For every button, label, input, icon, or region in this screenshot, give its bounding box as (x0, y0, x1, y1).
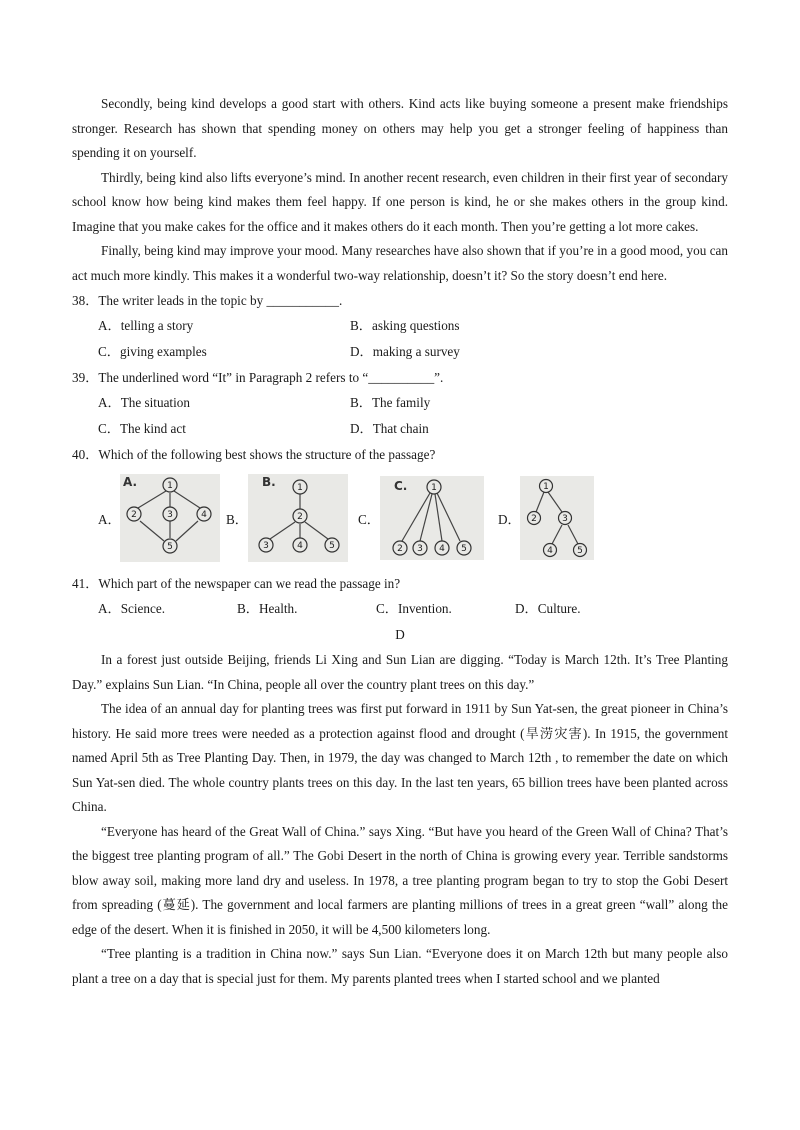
diagram-d-node-3: 3 (562, 514, 568, 524)
paragraph-d-2: The idea of an annual day for planting trees was first put forward in 1911 by Sun Yat-sen, the great pioneer in China’s history. He said more trees were needed as a protection against flood and drought (旱涝灾害). In 1915, the government named April 5th as Tree Planting Day. Then, in 1979, the day was changed to March 12th , to remember the date on which Sun Yat-sen died. The whole country plants trees on this day. In the last ten years, 65 billion trees have been planted across China. (72, 701, 728, 814)
q40-option-b-label: B． (226, 511, 248, 527)
q40-option-a-label: A． (98, 511, 121, 527)
diagram-b-node-4: 4 (297, 541, 303, 551)
question-41-options (72, 596, 728, 622)
diagram-a-node-4: 4 (201, 510, 207, 520)
question-40-stem: 40．Which of the following best shows the structure of the passage? (72, 447, 436, 462)
paragraph-d-4: “Tree planting is a tradition in China now.” says Sun Lian. “Everyone does it on March 12th but many people also plant a tree on a day that is special just for them. My parents planted trees when I started school and we planted (72, 946, 728, 986)
question-40-diagrams (98, 471, 728, 565)
q38-option-b[interactable]: B．asking questions (350, 318, 460, 333)
diagram-a-node-2: 2 (131, 510, 137, 520)
diagram-b-tag: B. (262, 475, 276, 489)
diagram-b-node-3: 3 (263, 541, 269, 551)
question-41-stem: 41．Which part of the newspaper can we read the passage in? (72, 576, 401, 591)
q40-option-d-label: D． (498, 511, 521, 527)
diagram-a-node-1: 1 (167, 481, 173, 491)
q40-option-a[interactable] (98, 474, 220, 562)
diagram-c-node-5: 5 (461, 544, 467, 554)
q41-option-d[interactable]: D．Culture. (515, 601, 581, 616)
q38-option-d[interactable]: D．making a survey (350, 344, 460, 359)
q40-option-c[interactable] (358, 476, 484, 560)
diagram-c-tag: C. (394, 479, 408, 493)
structure-diagram-b (248, 474, 348, 562)
diagram-c-node-2: 2 (397, 544, 403, 554)
diagram-a-node-3: 3 (167, 510, 173, 520)
q39-option-d[interactable]: D．That chain (350, 421, 429, 436)
structure-diagram-a (120, 474, 220, 562)
diagram-d-node-2: 2 (531, 514, 537, 524)
diagram-b-node-1: 1 (297, 483, 303, 493)
question-39-stem: 39．The underlined word “It” in Paragraph 2 refers to “__________”. (72, 370, 444, 385)
q39-option-b[interactable]: B．The family (350, 395, 431, 410)
paragraph-d-3: “Everyone has heard of the Great Wall of China.” says Xing. “But have you heard of the Green Wall of China? That’s the biggest tree planting program of all.” The Gobi Desert in the north of China is growing every year. Terrible sandstorms blow away soil, making more land dry and useless. In 1978, a tree planting program began to try to stop the Gobi Desert from spreading (蔓延). The government and local farmers are planting millions of trees in a great green “wall” along the edge of the desert. When it is finished in 2050, it will be 4,500 kilometers long. (72, 823, 728, 937)
diagram-b-node-5: 5 (329, 541, 335, 551)
q38-option-c[interactable]: C．giving examples (98, 344, 207, 359)
diagram-c-node-4: 4 (439, 544, 445, 554)
paragraph-thirdly: Thirdly, being kind also lifts everyone’s mind. In another recent research, even children in their first year of secondary school know how being kind makes them feel happy. If one person is kind, he or she makes others in the group kind. Imagine that you make cakes for the office and it makes others do it each month. Then you’re getting a lot more cakes. (72, 169, 728, 234)
question-39-options-row1 (72, 390, 728, 416)
document-page (72, 92, 728, 991)
q39-option-c[interactable]: C．The kind act (98, 421, 186, 436)
q39-option-a[interactable]: A．The situation (98, 395, 190, 410)
question-38-stem: 38．The writer leads in the topic by ___________. (72, 293, 343, 308)
structure-diagram-c (380, 476, 484, 560)
q40-option-b[interactable] (226, 474, 348, 562)
diagram-d-node-1: 1 (543, 482, 549, 492)
paragraph-secondly: Secondly, being kind develops a good start with others. Kind acts like buying someone a present make friendships stronger. Research has shown that spending money on others may help you get a stronger feeling of happiness than spending it on yourself. (72, 96, 728, 160)
question-39-options-row2 (72, 416, 728, 442)
structure-diagram-d (520, 476, 594, 560)
paragraph-finally: Finally, being kind may improve your mood. Many researches have also shown that if you’re in a good mood, you can act much more kindly. This makes it a wonderful two-way relationship, doesn’t it? So the story doesn’t end here. (72, 243, 728, 283)
question-38-options-row2 (72, 339, 728, 365)
q38-option-a[interactable]: A．telling a story (98, 318, 194, 333)
paragraph-d-1: In a forest just outside Beijing, friends Li Xing and Sun Lian are digging. “Today is March 12th. It’s Tree Planting Day.” explains Sun Lian. “In China, people all over the country plant trees on this day.” (72, 652, 728, 692)
section-heading-d: D (395, 627, 405, 642)
diagram-c-node-3: 3 (417, 544, 423, 554)
diagram-c-node-1: 1 (431, 483, 437, 493)
diagram-a-tag: A. (123, 475, 138, 489)
diagram-a-node-5: 5 (167, 542, 173, 552)
diagram-d-node-4: 4 (547, 546, 553, 556)
q41-option-c[interactable]: C．Invention. (376, 601, 452, 616)
diagram-d-node-5: 5 (577, 546, 583, 556)
q41-option-b[interactable]: B．Health. (237, 601, 298, 616)
question-38-options-row1 (72, 313, 728, 339)
q40-option-d[interactable] (498, 476, 594, 560)
diagram-b-node-2: 2 (297, 512, 303, 522)
q41-option-a[interactable]: A．Science. (98, 601, 166, 616)
q40-option-c-label: C． (358, 511, 380, 527)
